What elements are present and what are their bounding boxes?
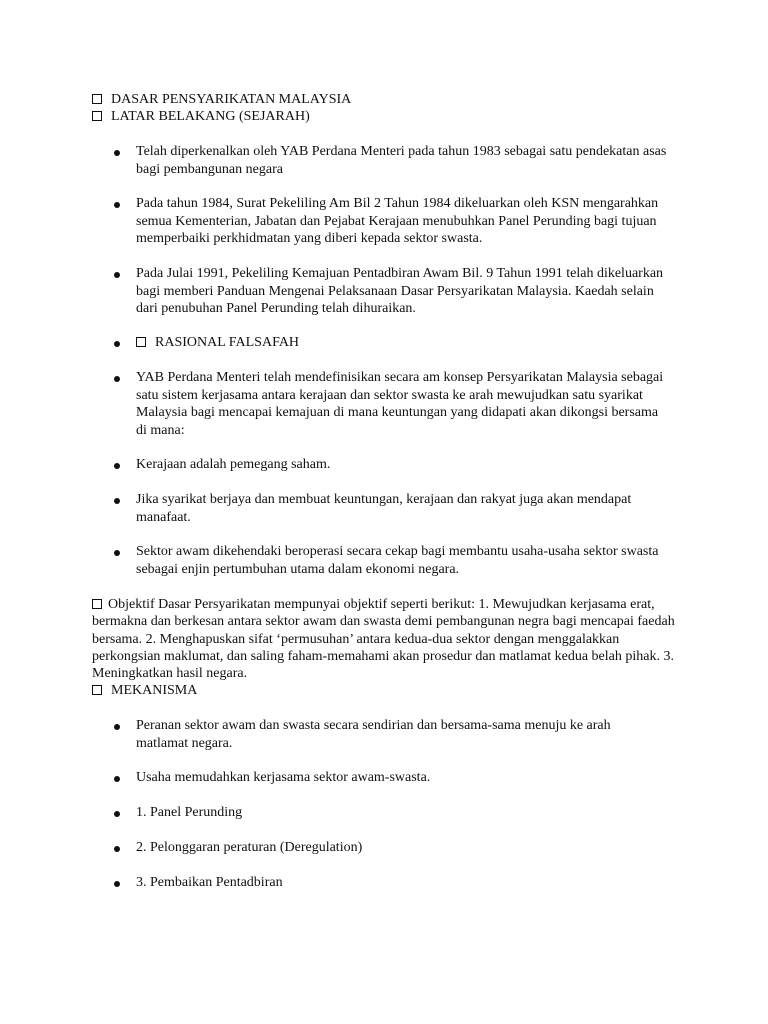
bullet-icon: [114, 272, 120, 278]
checkbox-icon: [92, 94, 102, 104]
list-item-text: [136, 334, 436, 352]
bullet-icon: [114, 202, 120, 208]
list-item-text: Sektor awam dikehendaki beroperasi secara cekap bagi membantu usaha-usaha sektor swasta sebagai enjin pertumbuhan utama dalam ekonomi negara.: [136, 544, 659, 577]
heading-mekanisma-text: MEKANISMA: [111, 683, 198, 698]
list-item-text: Pada tahun 1984, Surat Pekeliling Am Bil 2 Tahun 1984 dikeluarkan oleh KSN mengarahkan semua Kementerian, Jabatan dan Pejabat Kerajaan menubuhkan Panel Perunding bagi tujuan memperbaiki perkhidmatan yang diberi kepada sektor swasta.: [136, 196, 659, 246]
list-item-text: 1. Panel Perunding: [136, 805, 243, 820]
list-item-text: Pada Julai 1991, Pekeliling Kemajuan Pentadbiran Awam Bil. 9 Tahun 1991 telah dikeluarkan bagi memberi Panduan Mengenai Pelaksanaan Dasar Persyarikatan Malaysia. Kaedah selain dari penubuhan Panel Perunding telah dihuraikan.: [136, 266, 664, 316]
checkbox-icon: [92, 685, 102, 695]
list-item-text: Kerajaan adalah pemegang saham.: [136, 457, 331, 472]
list-item-text: Usaha memudahkan kerjasama sektor awam-swasta.: [136, 770, 431, 785]
checkbox-icon: [92, 111, 102, 121]
heading-title: [92, 91, 351, 108]
heading-latar-text: LATAR BELAKANG (SEJARAH): [111, 109, 310, 124]
list-item-text: Telah diperkenalkan oleh YAB Perdana Menteri pada tahun 1983 sebagai satu pendekatan asas bagi pembangunan negara: [136, 144, 667, 177]
rasional-falsafah-text: RASIONAL FALSAFAH: [155, 335, 300, 350]
bullet-icon: [114, 498, 120, 504]
checkbox-icon: [136, 337, 146, 347]
list-item-text: 2. Pelonggaran peraturan (Deregulation): [136, 840, 363, 855]
bullet-icon: [114, 776, 120, 782]
list-item-text: Jika syarikat berjaya dan membuat keuntungan, kerajaan dan rakyat juga akan mendapat manafaat.: [136, 492, 632, 525]
bullet-icon: [114, 811, 120, 817]
heading-mekanisma: [92, 682, 197, 699]
heading-latar: [92, 108, 310, 125]
objektif-text: Objektif Dasar Persyarikatan mempunyai objektif seperti berikut: 1. Mewujudkan kerjasama erat, bermakna dan berkesan antara sektor awam dan swasta demi pembangunan negra bagi mencapai faedah bersama. 2. Menghapuskan sifat ‘permusuhan’ antara kedua-dua sektor dengan menggalakkan perkongsian maklumat, dan saling faham-memahami akan prosedur dan matlamat kedua belah pihak. 3. Meningkatkan hasil negara.: [92, 597, 675, 682]
objektif-paragraph: [92, 596, 682, 682]
checkbox-icon: [92, 599, 102, 609]
bullet-icon: [114, 341, 120, 347]
list-item-text: Peranan sektor awam dan swasta secara sendirian dan bersama-sama menuju ke arah matlamat negara.: [136, 718, 611, 751]
list-item-text: YAB Perdana Menteri telah mendefinisikan secara am konsep Persyarikatan Malaysia sebagai satu sistem kerjasama antara kerajaan dan sektor swasta ke arah mewujudkan satu syarikat Malaysia bagi mencapai kemajuan di mana keuntungan yang didapati akan dikongsi bersama di mana:: [136, 370, 664, 438]
heading-title-text: DASAR PENSYARIKATAN MALAYSIA: [111, 92, 352, 107]
bullet-icon: [114, 846, 120, 852]
bullet-icon: [114, 724, 120, 730]
list-item-text: 3. Pembaikan Pentadbiran: [136, 875, 283, 890]
bullet-icon: [114, 463, 120, 469]
bullet-icon: [114, 550, 120, 556]
bullet-icon: [114, 376, 120, 382]
bullet-icon: [114, 881, 120, 887]
bullet-icon: [114, 150, 120, 156]
